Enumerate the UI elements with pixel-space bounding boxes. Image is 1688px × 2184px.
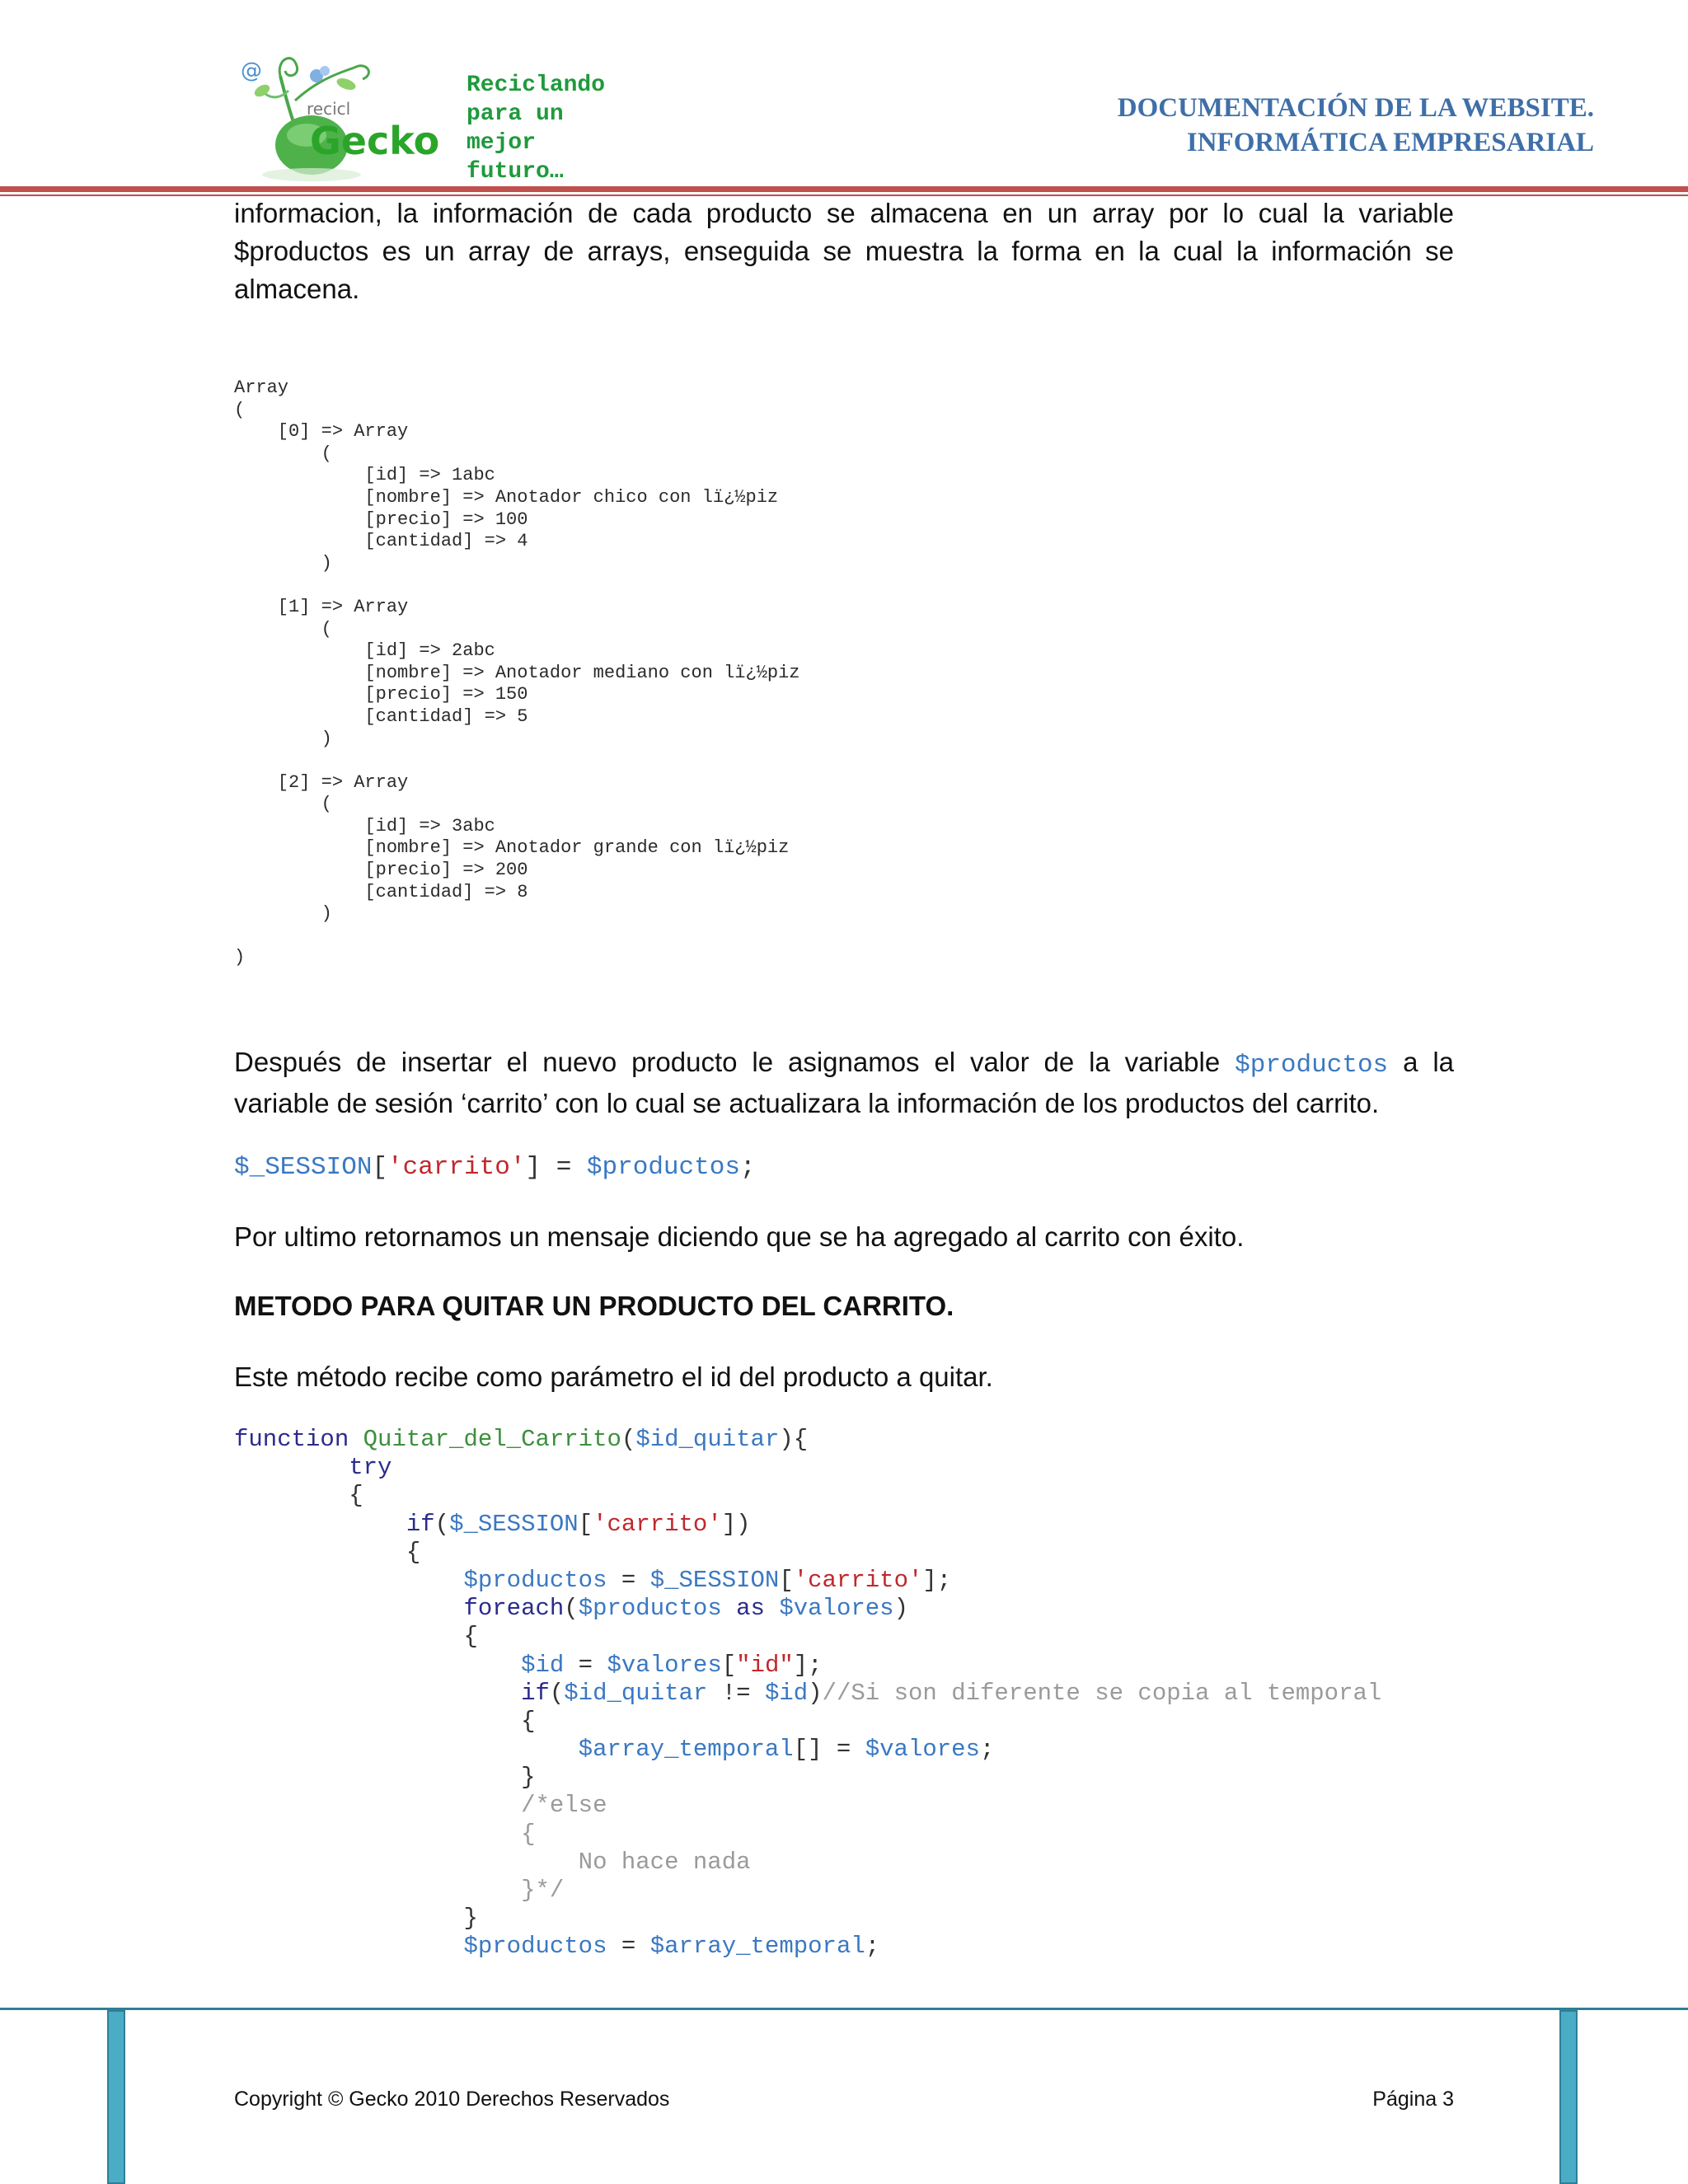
code-line	[234, 1623, 1381, 1651]
gecko-logo	[231, 43, 440, 185]
code-variable: $array_temporal	[578, 1736, 794, 1764]
code-punct: {	[406, 1538, 421, 1566]
code-punct: {	[349, 1482, 363, 1510]
code-comment: //Si son diferente se copia al temporal	[822, 1679, 1382, 1707]
document-title-line1: DOCUMENTACIÓN DE LA WEBSITE.	[1117, 93, 1594, 123]
section-heading: METODO PARA QUITAR UN PRODUCTO DEL CARRITO.	[234, 1291, 954, 1321]
code-punct: ];	[793, 1651, 823, 1679]
code-punct: [	[578, 1510, 593, 1538]
logo-brand-text: Gecko	[310, 119, 440, 163]
code-variable: $id	[521, 1651, 565, 1679]
code-variable: $_SESSION	[449, 1510, 579, 1538]
after-insert-text-a: Después de insertar el nuevo producto le asignamos el valor de la variable	[234, 1047, 1221, 1077]
code-variable: $id_quitar	[635, 1426, 780, 1453]
code-punct: ];	[922, 1566, 952, 1594]
code-string: 'carrito'	[593, 1510, 722, 1538]
quitar-del-carrito-code	[234, 1426, 1381, 1961]
copyright-text: Copyright © Gecko 2010 Derechos Reservados	[234, 2088, 670, 2111]
code-comment: /*else	[521, 1792, 607, 1820]
bracket: [	[372, 1153, 388, 1182]
code-variable: $productos	[463, 1566, 607, 1594]
code-line	[234, 1933, 1381, 1961]
code-variable: $_SESSION	[649, 1566, 780, 1594]
code-punct: ])	[721, 1510, 751, 1538]
bracket: ] =	[525, 1153, 587, 1182]
session-value: $productos	[586, 1153, 740, 1182]
code-keyword: foreach	[463, 1595, 565, 1623]
code-punct: {	[463, 1623, 478, 1651]
code-line	[234, 1426, 1381, 1454]
code-comment: }*/	[521, 1877, 565, 1904]
code-variable: $valores	[865, 1736, 980, 1764]
code-line	[234, 1821, 1381, 1849]
code-line	[234, 1567, 1381, 1595]
code-keyword: as	[721, 1595, 780, 1623]
document-title-line2: INFORMÁTICA EMPRESARIAL	[1186, 128, 1594, 157]
code-string: 'carrito'	[793, 1566, 923, 1594]
code-punct: )	[893, 1595, 908, 1623]
code-line	[234, 1792, 1381, 1820]
code-variable: $productos	[463, 1933, 607, 1961]
code-variable: $id	[764, 1679, 809, 1707]
logo-small-text: recicl	[307, 99, 351, 119]
code-keyword: if	[521, 1679, 550, 1707]
array-dump: Array ( [0] => Array ( [id] => 1abc [nombre] => Anotador chico con lï¿½piz [precio] => 100 [cantidad] => 4 ) [1] => Array ( [id] => 2abc [nombre] => Anotador mediano con lï¿½piz [precio] => 150 [cantidad] => 5 ) [2] => Array ( [id] => 3abc [nombre] => Anotador grande con lï¿½piz [precio] => 200 [cantidad] => 8 ) )	[234, 377, 800, 968]
code-punct: [	[721, 1651, 737, 1679]
session-var: $_SESSION	[234, 1153, 373, 1182]
code-variable: $id_quitar	[564, 1679, 708, 1707]
code-punct: (	[434, 1510, 450, 1538]
code-punct: )	[808, 1679, 823, 1707]
code-variable: $productos	[578, 1595, 722, 1623]
code-punct: (	[564, 1595, 579, 1623]
code-comment: {	[521, 1820, 536, 1848]
code-function-name: Quitar_del_Carrito	[363, 1426, 621, 1453]
code-line	[234, 1905, 1381, 1933]
code-string: "id"	[736, 1651, 794, 1679]
code-punct: (	[549, 1679, 565, 1707]
code-punct: ){	[779, 1426, 809, 1453]
code-punct: !=	[707, 1679, 765, 1707]
code-punct: =	[607, 1566, 650, 1594]
code-line	[234, 1849, 1381, 1877]
code-line	[234, 1764, 1381, 1792]
after-insert-line-1	[234, 1042, 1454, 1086]
tagline-line: Reciclando	[467, 73, 606, 98]
intro-line-1: informacion, la información de cada producto se almacena en un array por lo cual la variable	[234, 198, 1454, 228]
footer-right-bar	[1559, 2010, 1578, 2184]
code-line	[234, 1708, 1381, 1736]
code-punct: [	[779, 1566, 794, 1594]
tagline	[467, 71, 605, 186]
intro-line-3: almacena.	[234, 274, 360, 304]
session-assignment	[234, 1154, 756, 1182]
code-punct: [] =	[793, 1736, 865, 1764]
code-keyword: try	[349, 1454, 392, 1482]
after-insert-line-2: variable de sesión ‘carrito’ con lo cual se actualizara la información de los productos del carrito.	[234, 1088, 1380, 1118]
code-keyword: if	[406, 1510, 435, 1538]
header-divider	[0, 186, 1688, 192]
code-line	[234, 1595, 1381, 1623]
page-number: Página 3	[1372, 2088, 1454, 2111]
document-title	[1118, 91, 1594, 160]
code-variable: $valores	[779, 1595, 894, 1623]
code-variable: $array_temporal	[649, 1933, 865, 1961]
tagline-line: mejor	[467, 130, 537, 156]
code-punct: }	[521, 1764, 536, 1792]
code-punct: }	[463, 1905, 478, 1933]
code-punct: =	[607, 1933, 650, 1961]
code-comment: No hace nada	[578, 1848, 751, 1876]
code-line	[234, 1652, 1381, 1680]
intro-line-2: $productos es un array de arrays, enseguida se muestra la forma en la cual la información se	[234, 236, 1454, 266]
code-punct: ;	[979, 1736, 995, 1764]
code-line	[234, 1482, 1381, 1510]
tagline-line: para un	[467, 101, 564, 127]
footer-left-bar	[107, 2010, 125, 2184]
code-line	[234, 1680, 1381, 1708]
code-line	[234, 1877, 1381, 1905]
code-punct: (	[621, 1426, 636, 1453]
code-punct: {	[521, 1707, 536, 1735]
code-line	[234, 1511, 1381, 1539]
final-message: Por ultimo retornamos un mensaje diciendo que se ha agregado al carrito con éxito.	[234, 1221, 1245, 1252]
session-key: 'carrito'	[387, 1153, 526, 1182]
productos-variable: $productos	[1235, 1051, 1389, 1080]
footer-divider	[0, 2008, 1688, 2010]
after-insert-text-b: a la	[1403, 1047, 1454, 1077]
code-punct: ;	[865, 1933, 880, 1961]
code-variable: $valores	[607, 1651, 722, 1679]
semicolon: ;	[739, 1153, 756, 1182]
code-line	[234, 1736, 1381, 1764]
code-punct: =	[564, 1651, 607, 1679]
svg-text:@: @	[241, 59, 262, 83]
tagline-line: futuro…	[467, 159, 564, 185]
code-line	[234, 1539, 1381, 1567]
section-description: Este método recibe como parámetro el id del producto a quitar.	[234, 1361, 993, 1392]
code-keyword: function	[234, 1426, 363, 1453]
code-line	[234, 1454, 1381, 1482]
